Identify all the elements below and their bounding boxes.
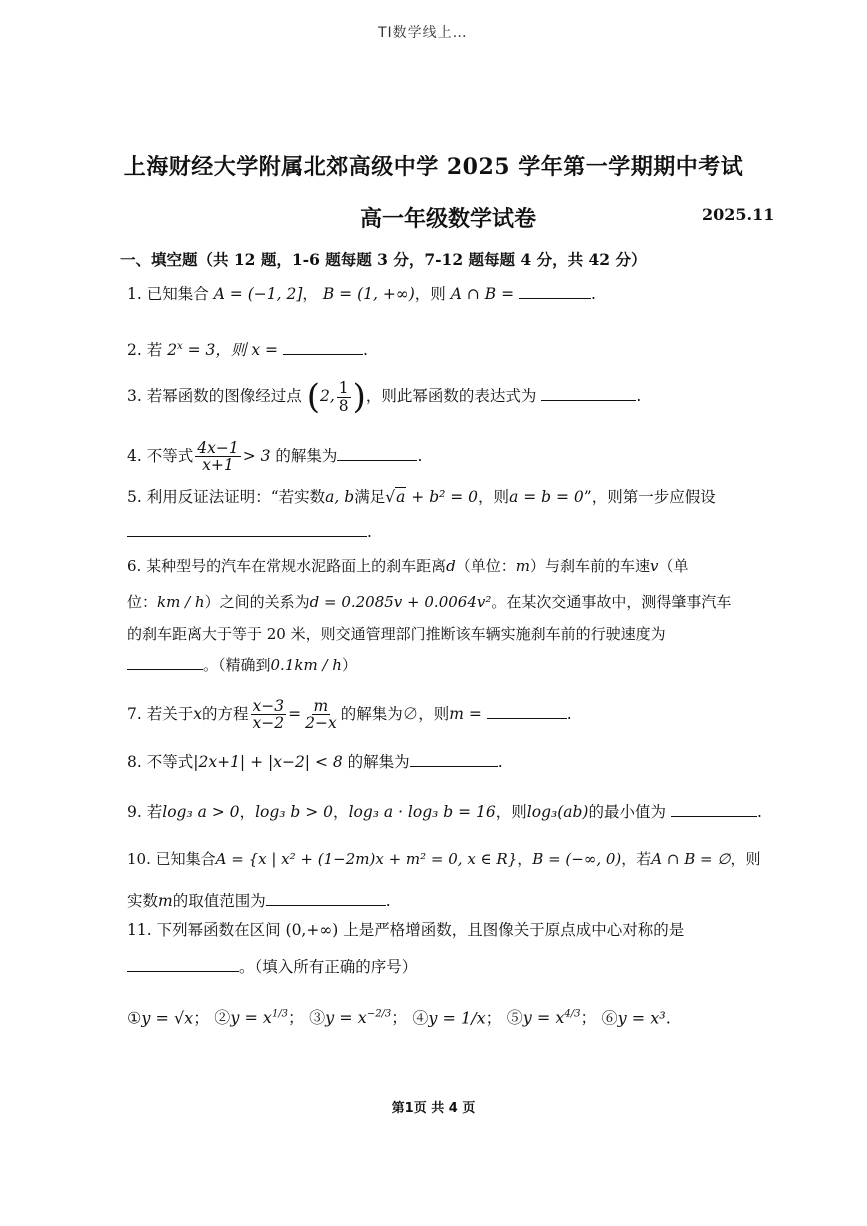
exam-subtitle: 高一年级数学试卷 [360,206,537,232]
section-heading: 一、填空题（共 12 题，1-6 题每题 3 分，7-12 题每题 4 分，共 42 分） [120,250,647,269]
option-3: ③y = $x^{-2/3}$； [309,1008,408,1028]
question-4: 4. 不等式 $\frac{4x-1}{x+1}$ > 3 的解集为 . [127,439,423,475]
set-a: A = (−1, 2] [213,285,303,303]
fraction: $\frac{x-3}{x-2}$ [252,697,285,733]
question-6-line-3: 的刹车距离大于等于 20 米，则交通管理部门推断该车辆实施刹车前的行驶速度为 [127,625,666,643]
answer-blank [337,446,417,461]
answer-blank [541,386,636,401]
q-number: 1. [127,285,142,303]
exam-title: 上海财经大学附属北郊高级中学 2025 学年第一学期期中考试 [123,154,744,180]
top-watermark: TI数学线上… [378,25,468,41]
question-6-line-1: 6. 某种型号的汽车在常规水泥路面上的刹车距离d（单位：m）与刹车前的车速v（单 [127,557,689,575]
page-footer: 第1页 共 4 页 [391,1101,476,1116]
answer-blank [127,957,239,972]
question-8: 8. 不等式|2x+1| + |x−2| < 8 的解集为 . [127,753,503,771]
option-5: ⑤y = $x^{4/3}$； [506,1008,597,1028]
question-5: 5. 利用反证法证明：“若实数a, b满足√a + b² = 0，则a = b = 0”，则第一步应假设 [127,488,716,506]
question-10-line-2: 实数m的取值范围为 . [127,892,391,910]
answer-blank [127,655,203,670]
set-b: B = (1, +∞) [322,285,415,303]
question-10-line-1: 10. 已知集合A = {x | x² + (1−2m)x + m² = 0, x ∈ R}，B = (−∞, 0)，若A ∩ B = ∅，则 [127,850,761,868]
answer-blank [410,752,498,767]
question-11-line-2: 。（填入所有正确的序号） [127,957,417,977]
question-5-answer: . [127,522,372,542]
question-3: 3. 若幂函数的图像经过点 (2, $\frac{1}{8}$ )，则此幂函数的表达式为 . [127,377,642,417]
answer-blank [487,704,567,719]
question-6-line-2: 位：km / h）之间的关系为d = 0.2085v + 0.0064v²。在某次交通事故中，测得肇事汽车 [127,593,732,611]
answer-blank [283,340,363,355]
option-6: ⑥y = x³. [601,1008,671,1028]
question-6-line-4: 。（精确到0.1km / h） [127,655,357,675]
answer-blank [127,522,367,537]
option-4: ④y = 1/x； [412,1008,502,1028]
fraction: $\frac{4x-1}{x+1}$ [197,439,239,475]
answer-blank [519,284,591,299]
option-2: ②y = $x^{1/3}$； [214,1008,305,1028]
question-7: 7. 若关于x的方程 $\frac{x-3}{x-2}$ = $\frac{m}{2-x}$ 的解集为∅，则m = . [127,697,572,733]
fraction: $\frac{m}{2-x}$ [305,697,337,733]
question-2: 2. 若 $2^x = 3$，则 x = . [127,341,368,360]
question-9: 9. 若log₃ a > 0，log₃ b > 0，log₃ a · log₃ b = 16，则log₃(ab)的最小值为 . [127,803,762,821]
exam-date: 2025.11 [702,205,775,224]
option-1: ①y = √x； [127,1008,210,1028]
answer-blank [266,891,386,906]
question-11-options [127,1005,671,1028]
question-11-line-1: 11. 下列幂函数在区间 (0,+∞) 上是严格增函数，且图像关于原点成中心对称的是 [127,921,685,939]
fraction: $\frac{1}{8}$ [338,379,349,415]
question-1: 1. 已知集合 A = (−1, 2]， B = (1, +∞)，则 A ∩ B = . [127,285,596,303]
answer-blank [671,802,757,817]
